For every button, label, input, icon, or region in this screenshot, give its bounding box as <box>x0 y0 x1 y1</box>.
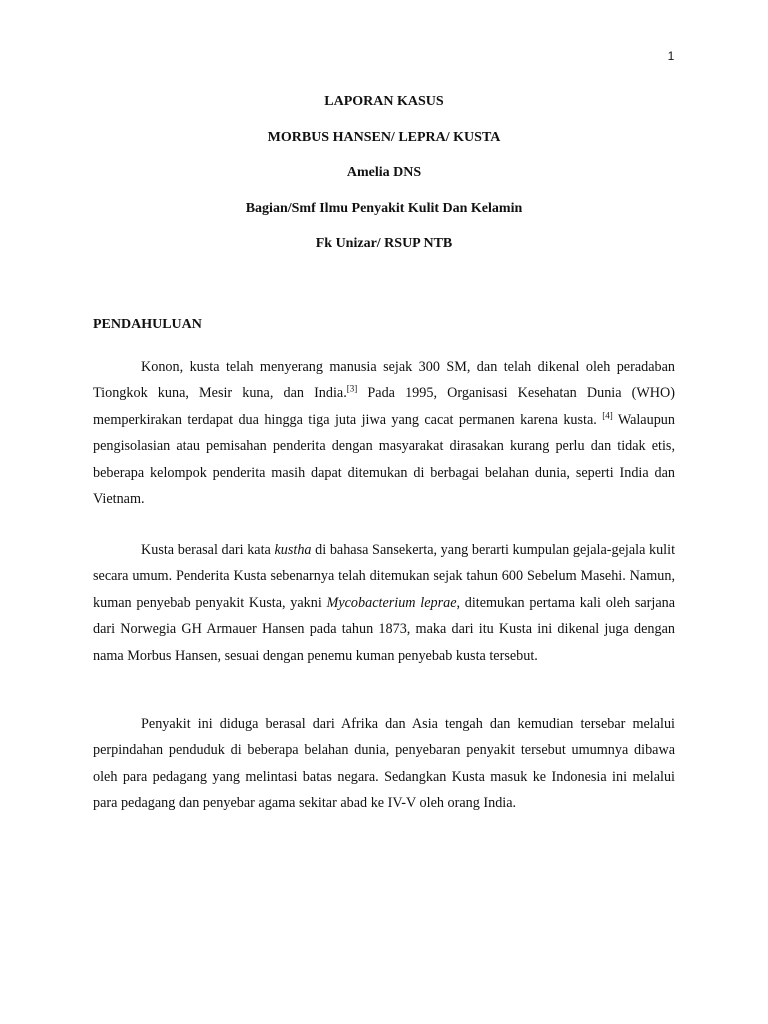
paragraph-text: Pada 1995, Organisasi Kesehatan Dunia (WHO) memperkirakan terdapat dua hingga tiga juta jiwa yang cacat permanen karena kusta. <box>93 385 675 428</box>
author-name: Amelia DNS <box>346 165 422 180</box>
species-name: Mycobacterium leprae <box>326 594 457 611</box>
paragraph-text: Penyakit ini diduga berasal dari Afrika dan Asia tengah dan kemudian tersebar melalui perpindahan penduduk di beberapa belahan dunia, penyebaran penyakit tersebut umumnya dibawa oleh para pedagang yang melintasi batas negara. Sedangkan Kusta masuk ke Indonesia ini melalui para pedagang dan penyebar agama sekitar abad ke IV-V oleh orang India. <box>93 716 675 812</box>
citation-reference: [4] <box>602 410 613 421</box>
section-heading: PENDAHULUAN <box>93 317 202 332</box>
paragraph-text: , ditemukan pertama kali oleh sarjana dari Norwegia GH Armauer Hansen pada tahun 1873, maka dari itu Kusta ini dikenal juga dengan nama Morbus Hansen, sesuai dengan penemu kuman penyebab kusta tersebut. <box>93 594 676 664</box>
paragraph-origin-spread <box>93 711 675 817</box>
paragraph-text: Konon, kusta telah menyerang manusia sejak 300 SM, dan telah dikenal oleh peradaban Tiongkok kuna, Mesir kuna, dan India. <box>93 359 675 402</box>
paragraph-text: di bahasa Sansekerta, yang berarti kumpulan gejala-gejala kulit secara umum. Penderita Kusta sebenarnya telah ditemukan sejak tahun 600 Sebelum Masehi. Namun, kuman penyebab penyakit Kusta, yakni <box>93 542 676 611</box>
department-name: Bagian/Smf Ilmu Penyakit Kulit Dan Kelamin <box>245 200 523 216</box>
report-main-title: MORBUS HANSEN/ LEPRA/ KUSTA <box>267 129 501 145</box>
paragraph-text: Walaupun pengisolasian atau pemisahan penderita dengan masyarakat dirasakan kurang perlu dan tidak etis, beberapa kelompok penderita masih dapat ditemukan di berbagai belahan dunia, seperti India dan Vietnam. <box>93 411 675 508</box>
paragraph-text: Kusta berasal dari kata <box>141 542 275 558</box>
title-block <box>93 92 675 270</box>
institution-name: Fk Unizar/ RSUP NTB <box>315 236 453 251</box>
sanskrit-term: kustha <box>274 542 312 558</box>
citation-reference: [3] <box>346 383 358 394</box>
paragraph-introduction-history <box>93 354 675 512</box>
page-number: 1 <box>667 49 675 63</box>
paragraph-etymology <box>93 537 675 669</box>
report-type-title: LAPORAN KASUS <box>324 94 444 109</box>
